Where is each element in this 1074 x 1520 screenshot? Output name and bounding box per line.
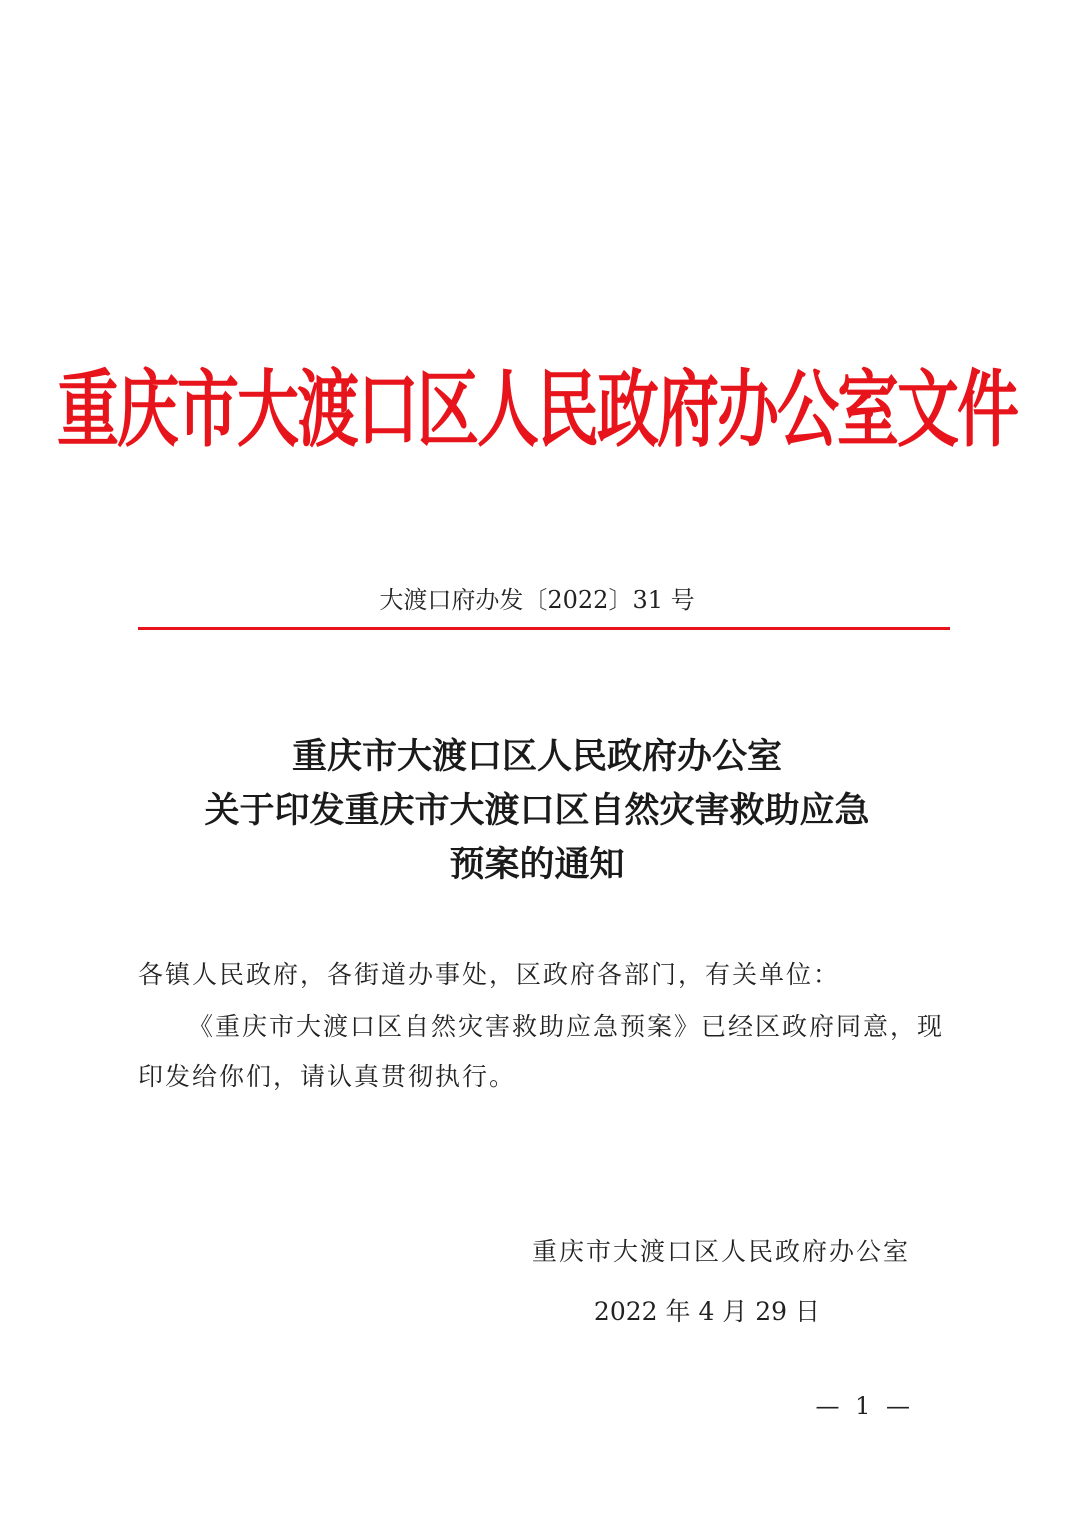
red-separator-line — [138, 627, 950, 630]
title-line-1: 重庆市大渡口区人民政府办公室 — [291, 736, 782, 777]
title-line-3: 预案的通知 — [449, 844, 625, 885]
body-paragraph: 《重庆市大渡口区自然灾害救助应急预案》已经区政府同意，现印发给你们，请认真贯彻执行。 — [138, 1012, 945, 1091]
issue-date: 2022 年 4 月 29 日 — [593, 1297, 820, 1326]
document-number: 大渡口府办发〔2022〕31 号 — [379, 586, 695, 614]
title-line-2: 关于印发重庆市大渡口区自然灾害救助应急 — [204, 790, 870, 831]
document-title — [0, 730, 1074, 892]
page-number: — 1 — — [815, 1392, 910, 1420]
salutation: 各镇人民政府，各街道办事处，区政府各部门，有关单位： — [138, 960, 841, 989]
document-masthead: 重庆市大渡口区人民政府办公室文件 — [56, 360, 1017, 459]
signature-issuer: 重庆市大渡口区人民政府办公室 — [531, 1237, 910, 1266]
